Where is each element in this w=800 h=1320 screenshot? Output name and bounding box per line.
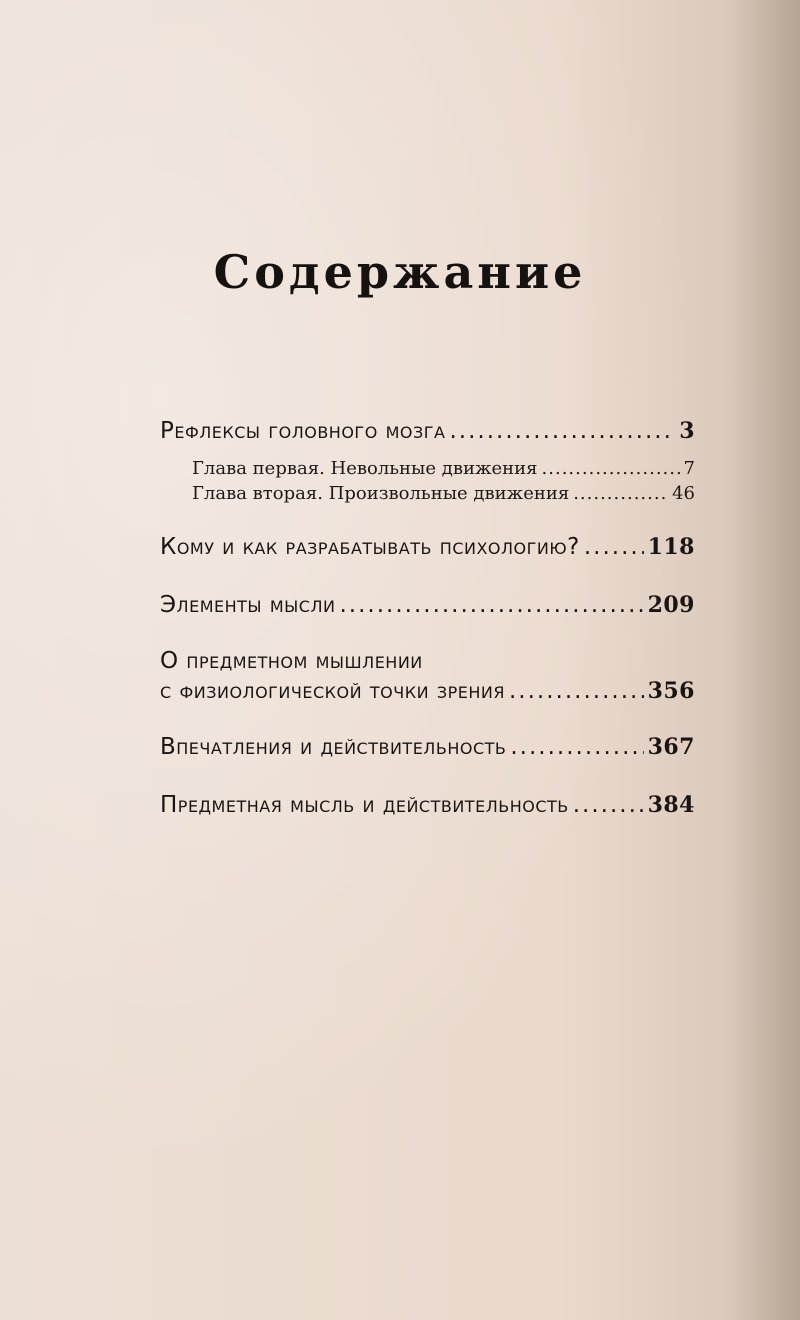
toc-subentry-label: Глава вторая. Произвольные движения (192, 483, 570, 504)
toc-entry[interactable] (160, 592, 695, 618)
toc-entry-label: Кому и как разрабатывать психологию? (160, 534, 580, 560)
toc-entry-label: Предметная мысль и действительность (160, 792, 569, 818)
leader-dots (510, 734, 643, 760)
toc-entry-page: 367 (647, 734, 695, 760)
toc-subentry-page: 46 (672, 483, 695, 504)
toc-entry[interactable] (160, 678, 695, 704)
toc-entry-page: 356 (647, 678, 695, 704)
toc-entry[interactable] (160, 792, 695, 818)
leader-dots (584, 534, 644, 560)
toc-entry-label: Рефлексы головного мозга (160, 418, 446, 444)
leader-dots (449, 418, 675, 444)
toc-entry-label: Впечатления и действительность (160, 734, 507, 760)
leader-dots (339, 592, 643, 618)
leader-dots (509, 678, 644, 704)
toc-entry-label-line1[interactable] (160, 648, 695, 674)
toc-entry[interactable] (160, 418, 695, 444)
toc-subentry-page: 7 (683, 458, 695, 479)
toc-entry-label: О предметном мышлении (160, 648, 423, 674)
toc-entry-page: 384 (647, 792, 695, 818)
page-title: Содержание (213, 245, 587, 299)
toc-entry-page: 3 (679, 418, 695, 444)
toc-subentry[interactable] (192, 458, 695, 479)
leader-dots (573, 792, 644, 818)
table-of-contents (160, 418, 695, 818)
toc-subentry[interactable] (192, 483, 695, 504)
toc-entry-page: 118 (647, 534, 695, 560)
toc-entry-page: 209 (647, 592, 695, 618)
toc-entry-label: Элементы мысли (160, 592, 336, 618)
toc-entry-label: с физиологической точки зрения (160, 678, 505, 704)
leader-dots (542, 458, 680, 479)
toc-subentry-label: Глава первая. Невольные движения (192, 458, 538, 479)
toc-entry[interactable] (160, 534, 695, 560)
leader-dots (573, 483, 668, 504)
toc-entry[interactable] (160, 734, 695, 760)
